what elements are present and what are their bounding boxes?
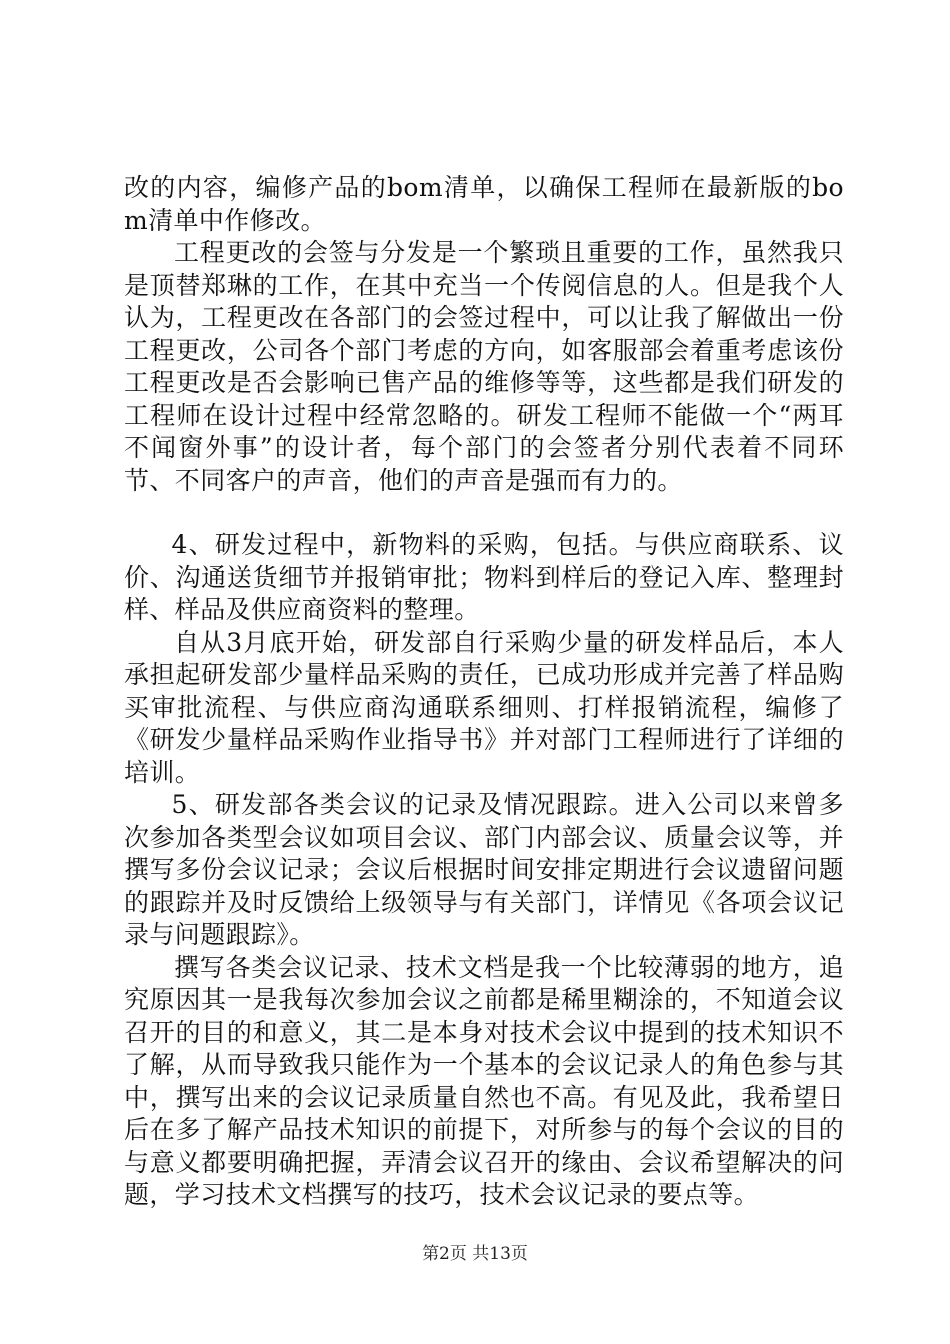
document-body [124, 172, 844, 1212]
paragraph-item-5: 5、研发部各类会议的记录及情况跟踪。进入公司以来曾多次参加各类型会议如项目会议、部门内部会议、质量会议等，并撰写多份会议记录；会议后根据时间安排定期进行会议遗留问题的跟踪并及时反馈给上级领导与有关部门，详情见《各项会议记录与问题跟踪》。 [124, 790, 844, 949]
paragraph-meeting-records: 撰写各类会议记录、技术文档是我一个比较薄弱的地方，追究原因其一是我每次参加会议之前都是稀里糊涂的，不知道会议召开的目的和意义，其二是本身对技术会议中提到的技术知识不了解，从而导致我只能作为一个基本的会议记录人的角色参与其中，撰写出来的会议记录质量自然也不高。有见及此，我希望日后在多了解产品技术知识的前提下，对所参与的每个会议的目的与意义都要明确把握，弄清会议召开的缘由、会议希望解决的问题，学习技术文档撰写的技巧，技术会议记录的要点等。 [124, 952, 844, 1209]
paragraph-continuation: 改的内容，编修产品的bom清单，以确保工程师在最新版的bom清单中作修改。 [124, 173, 844, 235]
paragraph-engineering-change: 工程更改的会签与分发是一个繁琐且重要的工作，虽然我只是顶替郑琳的工作，在其中充当一个传阅信息的人。但是我个人认为，工程更改在各部门的会签过程中，可以让我了解做出一份工程更改，公司各个部门考虑的方向，如客服部会着重考虑该份工程更改是否会影响已售产品的维修等等，这些都是我们研发的工程师在设计过程中经常忽略的。研发工程师不能做一个“两耳不闻窗外事”的设计者，每个部门的会签者分别代表着不同环节、不同客户的声音，他们的声音是强而有力的。 [124, 238, 844, 495]
paragraph-item-4: 4、研发过程中，新物料的采购，包括。与供应商联系、议价、沟通送货细节并报销审批；物料到样后的登记入库、整理封样、样品及供应商资料的整理。 [124, 530, 844, 624]
paragraph-sample-procurement: 自从3月底开始，研发部自行采购少量的研发样品后，本人承担起研发部少量样品采购的责任，已成功形成并完善了样品购买审批流程、与供应商沟通联系细则、打样报销流程，编修了《研发少量样品采购作业指导书》并对部门工程师进行了详细的培训。 [124, 627, 844, 787]
page-number-footer: 第2页 共13页 [422, 1244, 528, 1264]
